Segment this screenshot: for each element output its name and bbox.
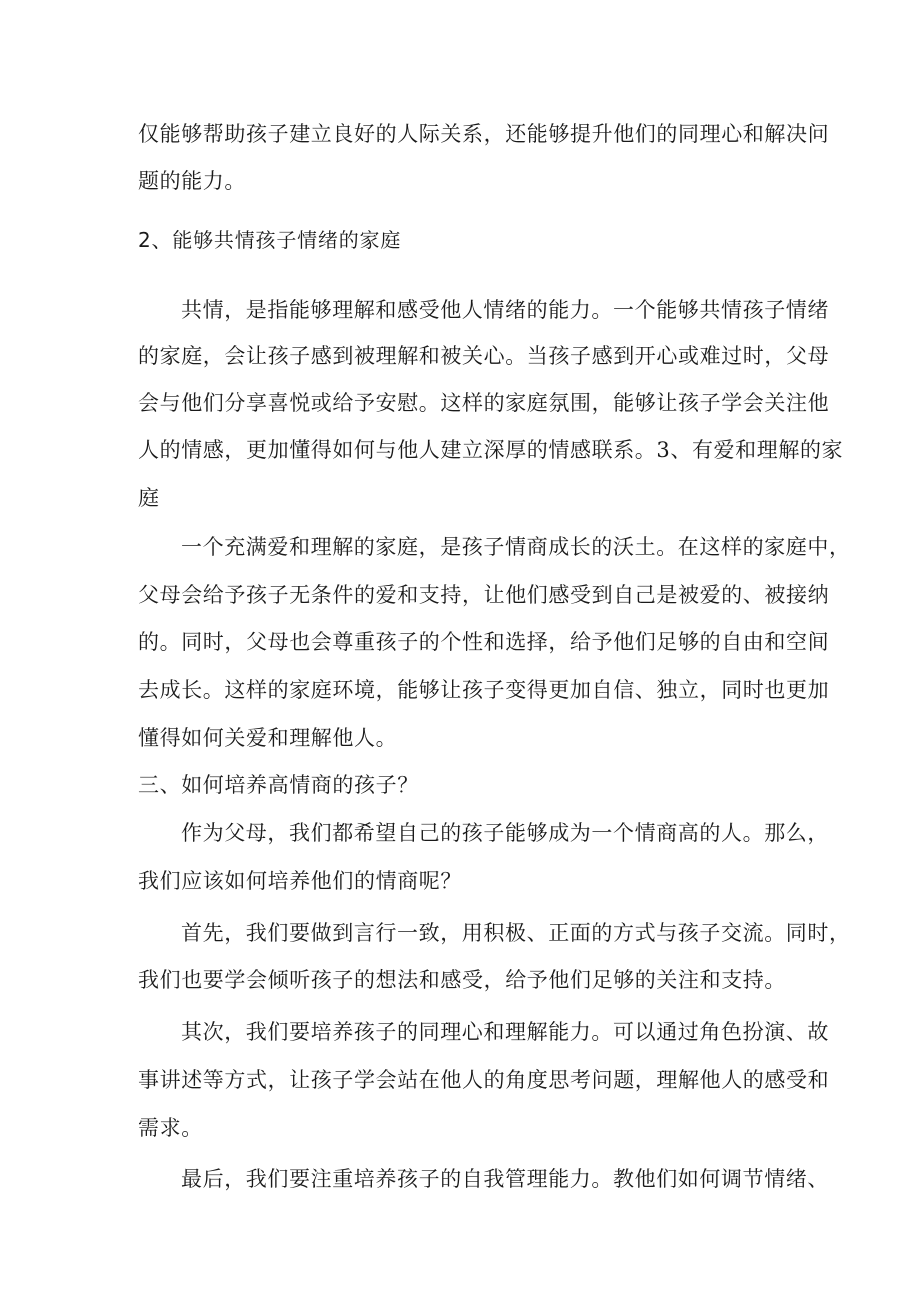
paragraph-line: 作为父母，我们都希望自己的孩子能够成为一个情商高的人。那么，	[181, 821, 829, 845]
paragraph-line: 共情，是指能够理解和感受他人情绪的能力。一个能够共情孩子情绪	[181, 298, 829, 322]
paragraph-line: 会与他们分享喜悦或给予安慰。这样的家庭氛围，能够让孩子学会关注他	[138, 391, 830, 415]
paragraph-line: 懂得如何关爱和理解他人。	[138, 726, 398, 750]
paragraph-line: 的家庭，会让孩子感到被理解和被关心。当孩子感到开心或难过时，父母	[138, 344, 830, 368]
section-heading: 三、如何培养高情商的孩子？	[138, 773, 419, 797]
paragraph-line: 我们也要学会倾听孩子的想法和感受，给予他们足够的关注和支持。	[138, 968, 786, 992]
paragraph-line: 一个充满爱和理解的家庭，是孩子情商成长的沃土。在这样的家庭中，	[181, 535, 851, 559]
paragraph-line: 需求。	[138, 1116, 203, 1140]
paragraph-line: 父母会给予孩子无条件的爱和支持，让他们感受到自己是被爱的、被接纳	[138, 583, 830, 607]
paragraph-line: 庭	[138, 486, 160, 510]
paragraph-line: 题的能力。	[138, 169, 246, 193]
paragraph-line: 仅能够帮助孩子建立良好的人际关系，还能够提升他们的同理心和解决问	[138, 122, 830, 146]
paragraph-line: 我们应该如何培养他们的情商呢？	[138, 869, 462, 893]
paragraph-line: 最后，我们要注重培养孩子的自我管理能力。教他们如何调节情绪、	[181, 1167, 829, 1191]
paragraph-line: 的。同时，父母也会尊重孩子的个性和选择，给予他们足够的自由和空间	[138, 630, 830, 654]
paragraph-line: 首先，我们要做到言行一致，用积极、正面的方式与孩子交流。同时，	[181, 921, 851, 945]
paragraph-line: 其次，我们要培养孩子的同理心和理解能力。可以通过角色扮演、故	[181, 1020, 829, 1044]
paragraph-line: 去成长。这样的家庭环境，能够让孩子变得更加自信、独立，同时也更加	[138, 678, 830, 702]
paragraph-line: 事讲述等方式，让孩子学会站在他人的角度思考问题，理解他人的感受和	[138, 1068, 830, 1092]
section-heading: 2、能够共情孩子情绪的家庭	[138, 228, 402, 252]
paragraph-line: 人的情感，更加懂得如何与他人建立深厚的情感联系。3、有爱和理解的家	[138, 438, 844, 462]
